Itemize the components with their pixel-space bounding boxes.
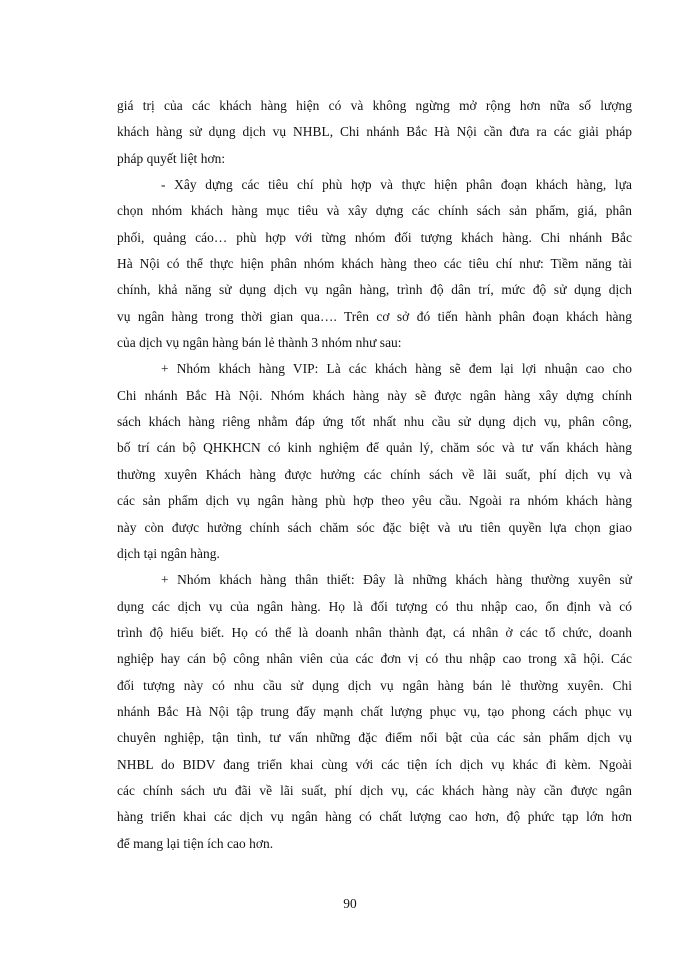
- text-line: các sản phẩm dịch vụ ngân hàng phù hợp theo yêu cầu. Ngoài ra nhóm khách hàng: [117, 493, 632, 509]
- text-line: phối, quảng cáo… phù hợp với từng nhóm đối tượng khách hàng. Chi nhánh Bắc: [117, 229, 632, 245]
- text-line: dụng các dịch vụ của ngân hàng. Họ là đối tượng có thu nhập cao, ổn định và có: [117, 598, 632, 614]
- text-line: các chính sách ưu đãi về lãi suất, phí dịch vụ, các khách hàng này cần được ngân: [117, 782, 632, 798]
- text-line: để mang lại tiện ích cao hơn.: [117, 835, 274, 851]
- text-line: Chi nhánh Bắc Hà Nội. Nhóm khách hàng này sẽ được ngân hàng xây dựng chính: [117, 387, 632, 403]
- text-line: + Nhóm khách hàng VIP: Là các khách hàng sẽ đem lại lợi nhuận cao cho: [161, 361, 632, 377]
- text-line: + Nhóm khách hàng thân thiết: Đây là những khách hàng thường xuyên sử: [161, 572, 632, 588]
- text-line: vụ ngân hàng trong thời gian qua…. Trên cơ sở đó tiến hành phân đoạn khách hàng: [117, 308, 632, 324]
- text-line: chọn nhóm khách hàng mục tiêu và xây dựng các chính sách sản phẩm, giá, phân: [117, 203, 632, 219]
- text-line: sách khách hàng riêng nhằm đáp ứng tốt nhất nhu cầu sử dụng dịch vụ, phân công,: [117, 414, 632, 430]
- text-line: - Xây dựng các tiêu chí phù hợp và thực hiện phân đoạn khách hàng, lựa: [161, 177, 632, 193]
- text-line: trình độ hiểu biết. Họ có thể là doanh nhân thành đạt, cá nhân ở các tổ chức, doanh: [117, 624, 632, 640]
- text-line: này còn được hưởng chính sách chăm sóc đặc biệt và ưu tiên quyền lựa chọn giao: [117, 519, 632, 535]
- text-line: pháp quyết liệt hơn:: [117, 150, 226, 166]
- text-line: dịch tại ngân hàng.: [117, 545, 220, 561]
- document-body: [117, 93, 632, 857]
- text-line: NHBL do BIDV đang triển khai cùng với các tiện ích dịch vụ khác đi kèm. Ngoài: [117, 756, 632, 772]
- text-line: chính, khả năng sử dụng dịch vụ ngân hàng, trình độ dân trí, mức độ sử dụng dịch: [117, 282, 632, 298]
- text-line: hàng triển khai các dịch vụ ngân hàng có chất lượng cao hơn, độ phức tạp lớn hơn: [117, 809, 632, 825]
- text-line: của dịch vụ ngân hàng bán lẻ thành 3 nhóm như sau:: [117, 335, 402, 351]
- text-line: Hà Nội có thể thực hiện phân nhóm khách hàng theo các tiêu chí như: Tiềm năng tài: [117, 256, 632, 272]
- text-line: đối tượng này có nhu cầu sử dụng dịch vụ ngân hàng bán lẻ thường xuyên. Chi: [117, 677, 632, 693]
- text-line: giá trị của các khách hàng hiện có và không ngừng mở rộng hơn nữa số lượng: [117, 98, 632, 113]
- page-number: 90: [343, 896, 357, 911]
- text-line: chuyên nghiệp, tận tình, tư vấn những đặc điểm nổi bật của các sản phẩm dịch vụ: [117, 730, 632, 746]
- text-line: thường xuyên Khách hàng được hưởng các chính sách về lãi suất, phí dịch vụ và: [117, 466, 632, 482]
- text-line: nghiệp hay cán bộ công nhân viên của các đơn vị có thu nhập cao trong xã hội. Các: [117, 651, 632, 667]
- text-line: bố trí cán bộ QHKHCN có kinh nghiệm để quản lý, chăm sóc và tư vấn khách hàng: [117, 440, 632, 456]
- text-line: nhánh Bắc Hà Nội tập trung đẩy mạnh chất lượng phục vụ, tạo phong cách phục vụ: [117, 703, 632, 719]
- text-line: khách hàng sử dụng dịch vụ NHBL, Chi nhánh Bắc Hà Nội cần đưa ra các giải pháp: [117, 124, 632, 140]
